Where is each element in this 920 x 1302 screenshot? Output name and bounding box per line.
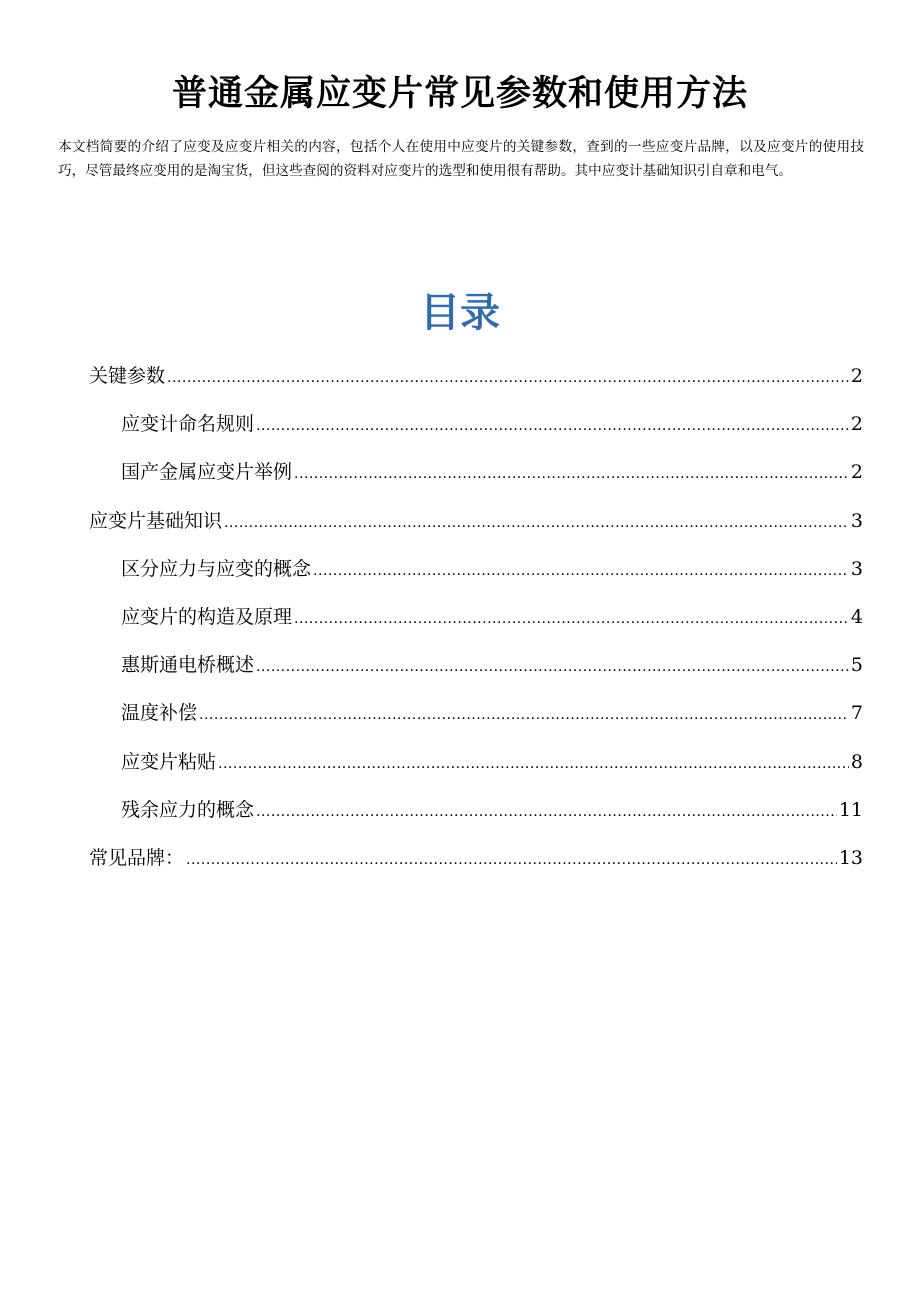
toc-dot-leader xyxy=(186,836,837,884)
toc-entry-label: 国产金属应变片举例 xyxy=(121,461,293,484)
toc-entry-naming-rules[interactable] xyxy=(0,400,920,448)
toc-entry-wheatstone[interactable] xyxy=(0,641,920,689)
toc-entry-domestic-examples[interactable] xyxy=(0,448,920,496)
toc-dot-leader xyxy=(294,595,849,643)
toc-entry-label: 应变片基础知识 xyxy=(89,509,223,532)
toc-entry-label: 应变计命名规则 xyxy=(121,413,255,436)
toc-entry-construction[interactable] xyxy=(0,593,920,641)
toc-entry-label: 应变片粘贴 xyxy=(121,750,217,773)
toc-entry-basics[interactable] xyxy=(0,497,920,545)
toc-entry-page: 3 xyxy=(850,509,863,532)
toc-entry-page: 8 xyxy=(850,750,863,773)
toc-dot-leader xyxy=(313,547,849,595)
toc-entry-bonding[interactable] xyxy=(0,738,920,786)
toc-entry-page: 2 xyxy=(850,461,863,484)
toc-entry-label: 常见品牌： xyxy=(89,846,185,869)
toc-dot-leader xyxy=(199,691,849,739)
document-abstract: 本文档简要的介绍了应变及应变片相关的内容，包括个人在使用中应变片的关键参数，查到的一些应变片品牌，以及应变片的使用技巧，尽管最终应变用的是淘宝货，但这些查阅的资料对应变片的选型和使用很有帮助。其中应变计基础知识引自章和电气。 xyxy=(58,139,864,179)
toc-dot-leader xyxy=(218,740,849,788)
toc-dot-leader xyxy=(256,643,849,691)
table-of-contents xyxy=(0,352,920,882)
toc-dot-leader xyxy=(294,450,849,498)
toc-dot-leader xyxy=(224,499,849,547)
toc-dot-leader xyxy=(256,788,837,836)
toc-entry-page: 11 xyxy=(838,798,863,821)
toc-entry-label: 温度补偿 xyxy=(121,702,198,725)
toc-entry-brands[interactable] xyxy=(0,834,920,882)
toc-entry-label: 区分应力与应变的概念 xyxy=(121,557,312,580)
toc-entry-label: 惠斯通电桥概述 xyxy=(121,654,255,677)
toc-entry-label: 应变片的构造及原理 xyxy=(121,605,293,628)
toc-entry-page: 5 xyxy=(850,654,863,677)
toc-entry-page: 4 xyxy=(850,605,863,628)
toc-entry-page: 3 xyxy=(850,557,863,580)
toc-entry-stress-vs-strain[interactable] xyxy=(0,545,920,593)
toc-entry-temperature-compensation[interactable] xyxy=(0,689,920,737)
document-title: 普通金属应变片常见参数和使用方法 xyxy=(171,73,748,114)
toc-entry-residual-stress[interactable] xyxy=(0,786,920,834)
toc-entry-page: 13 xyxy=(838,846,863,869)
toc-dot-leader xyxy=(256,402,849,450)
toc-entry-page: 2 xyxy=(850,365,863,387)
toc-entry-label: 残余应力的概念 xyxy=(121,798,255,821)
toc-dot-leader xyxy=(167,354,849,402)
toc-entry-key-parameters[interactable] xyxy=(0,352,920,400)
toc-entry-label: 关键参数 xyxy=(89,365,166,387)
toc-heading: 目录 xyxy=(420,290,500,336)
toc-entry-page: 7 xyxy=(850,702,863,725)
toc-entry-page: 2 xyxy=(850,413,863,436)
